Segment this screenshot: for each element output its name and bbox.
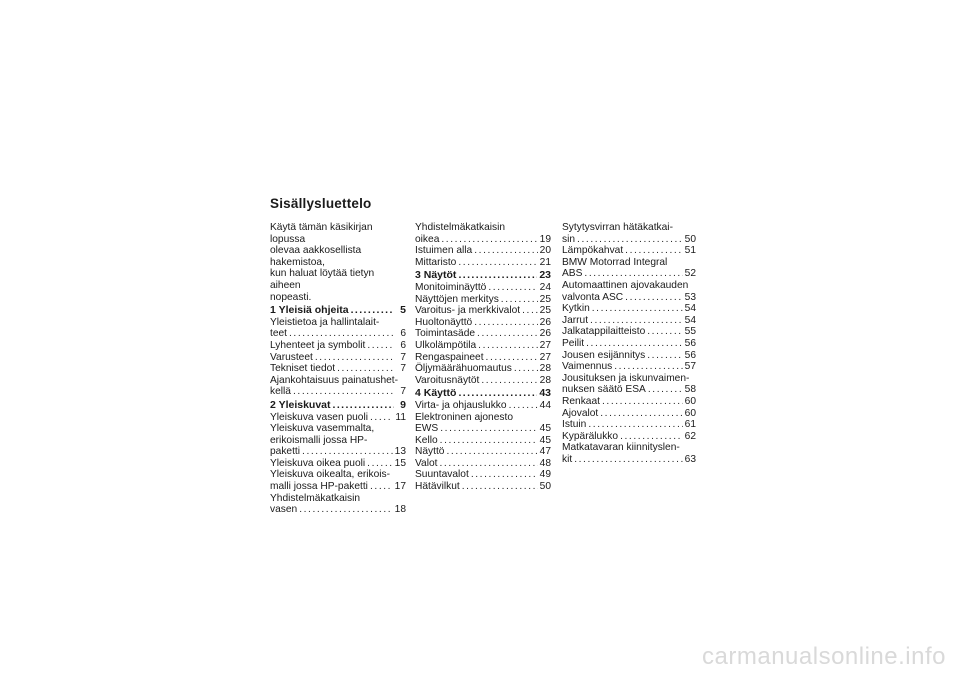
page-number: 54 <box>684 303 696 315</box>
dot-leader <box>600 408 682 420</box>
dot-leader <box>602 396 683 408</box>
dot-leader <box>522 305 538 317</box>
toc-entry-text: Vaimennus <box>562 361 613 373</box>
intro-paragraph <box>270 222 406 303</box>
toc-chapter-heading <box>270 400 406 412</box>
toc-entry-text: Hätävilkut <box>415 481 460 493</box>
toc-entry-line <box>562 431 696 443</box>
dot-leader <box>351 305 394 317</box>
toc-entry-line <box>270 317 406 329</box>
toc-entry-text: Varusteet <box>270 351 313 363</box>
toc-entry-line <box>415 270 551 282</box>
intro-line: kun haluat löytää tietyn aiheen <box>270 268 375 291</box>
page-number: 51 <box>684 245 696 257</box>
toc-entry <box>562 222 696 245</box>
toc-entries <box>562 222 696 465</box>
dot-leader <box>647 326 682 338</box>
toc-entry-text: Elektroninen ajonesto <box>415 411 513 423</box>
toc-entry <box>562 408 696 420</box>
toc-entry-line <box>415 245 551 257</box>
toc-entry-text: ABS <box>562 268 583 280</box>
toc-entry <box>562 245 696 257</box>
dot-leader <box>315 352 394 364</box>
toc-entry <box>415 375 551 387</box>
toc-column-3 <box>562 222 696 465</box>
toc-entry-text: Yleiskuva vasen puoli <box>270 411 368 423</box>
toc-entry-line <box>415 282 551 294</box>
toc-entry-text: valvonta ASC <box>562 291 624 303</box>
toc-entry-text: Näyttö <box>415 446 445 458</box>
page-number: 6 <box>400 339 406 351</box>
page-number: 62 <box>684 430 696 442</box>
toc-entry <box>562 303 696 315</box>
page-number: 45 <box>539 423 551 435</box>
toc-entry-text: Renkaat <box>562 395 600 407</box>
dot-leader <box>590 315 683 327</box>
toc-entry-text: Yleiskuva oikealta, erikois- <box>270 469 391 481</box>
toc-entry-text: Yhdistelmäkatkaisin <box>415 222 506 233</box>
page-number: 48 <box>539 457 551 469</box>
toc-entry <box>415 446 551 458</box>
toc-entry <box>415 400 551 412</box>
toc-entry-line <box>562 280 696 292</box>
watermark: carmanualsonline.info <box>702 643 946 670</box>
toc-entry-line <box>562 234 696 246</box>
toc-entry-text: vasen <box>270 504 298 516</box>
toc-entry-text: 3 Näytöt <box>415 269 457 282</box>
toc-entry-text: Kytkin <box>562 303 590 315</box>
toc-entry <box>415 294 551 306</box>
dot-leader <box>333 400 394 412</box>
toc-entry <box>415 458 551 470</box>
toc-entry-line <box>562 292 696 304</box>
toc-entry-line <box>270 305 406 317</box>
page-number: 27 <box>539 351 551 363</box>
dot-leader <box>481 375 537 387</box>
toc-entry-line <box>270 469 406 481</box>
intro-line: nopeasti. <box>270 291 312 303</box>
toc-entry-text: Tekniset tiedot <box>270 363 336 375</box>
toc-entry <box>270 363 406 375</box>
toc-entry-text: Yleiskuva vasemmalta, <box>270 423 375 435</box>
toc-entry <box>562 257 696 280</box>
toc-entry-text: Kypärälukko <box>562 430 619 442</box>
dot-leader <box>488 282 537 294</box>
page-number: 28 <box>539 363 551 375</box>
toc-entry-text: Ulkolämpötila <box>415 339 477 351</box>
toc-entry-text: oikea <box>415 233 440 245</box>
toc-entry-line <box>562 408 696 420</box>
toc-entry-text: Lyhenteet ja symbolit <box>270 339 366 351</box>
page-number: 19 <box>539 233 551 245</box>
dot-leader <box>486 352 538 364</box>
toc-entry-line <box>562 303 696 315</box>
toc-entry-line <box>270 412 406 424</box>
page-title: Sisällysluettelo <box>270 196 372 211</box>
page-number: 21 <box>539 256 551 268</box>
toc-entry-line <box>415 423 551 435</box>
page-number: 49 <box>539 469 551 481</box>
intro-line: olevaa aakkosellista hakemistoa, <box>270 245 362 268</box>
toc-entry-line <box>270 504 406 516</box>
page-number: 25 <box>539 293 551 305</box>
toc-entry-text: malli jossa HP-paketti <box>270 481 368 493</box>
toc-entry-line <box>270 435 406 447</box>
page-number: 57 <box>684 361 696 373</box>
toc-entry-text: sin <box>562 233 576 245</box>
page-number: 11 <box>395 411 406 423</box>
toc-entry <box>415 340 551 352</box>
toc-entry <box>270 423 406 458</box>
toc-entry-text: Matkatavaran kiinnityslen- <box>562 442 680 454</box>
dot-leader <box>439 458 537 470</box>
toc-entry-text: Mittaristo <box>415 256 457 268</box>
toc-entry-line <box>562 454 696 466</box>
toc-entry-text: Toimintasäde <box>415 328 476 340</box>
toc-entry <box>270 469 406 492</box>
toc-column-2 <box>415 222 551 493</box>
page-number: 54 <box>684 314 696 326</box>
dot-leader <box>625 292 682 304</box>
toc-entry-line <box>270 493 406 505</box>
toc-entry-text: Monitoiminäyttö <box>415 281 487 293</box>
page-number: 43 <box>539 387 551 400</box>
dot-leader <box>458 257 537 269</box>
page-number: 63 <box>684 453 696 465</box>
page-number: 7 <box>400 351 406 363</box>
toc-entry-text: Varoitus- ja merkkivalot <box>415 305 521 317</box>
toc-entry-line <box>415 234 551 246</box>
page-number: 7 <box>400 386 406 398</box>
dot-leader <box>647 350 682 362</box>
page-number: 56 <box>684 349 696 361</box>
toc-entry-line <box>415 363 551 375</box>
dot-leader <box>501 294 538 306</box>
toc-entry-text: Näyttöjen merkitys <box>415 293 499 305</box>
toc-entry-text: teet <box>270 328 287 340</box>
dot-leader <box>474 245 537 257</box>
toc-entry <box>415 317 551 329</box>
toc-entry-line <box>270 458 406 470</box>
toc-entry-line <box>562 222 696 234</box>
toc-entry-text: BMW Motorrad Integral <box>562 256 668 268</box>
dot-leader <box>302 446 393 458</box>
toc-entry-line <box>415 305 551 317</box>
page-number: 23 <box>539 269 551 282</box>
toc-entry-text: Lämpökahvat <box>562 245 624 257</box>
dot-leader <box>592 303 683 315</box>
toc-column-1 <box>270 222 406 516</box>
toc-entry-text: Peilit <box>562 337 585 349</box>
toc-entry-text: Ajankohtaisuus painatushet- <box>270 374 398 386</box>
toc-entry-line <box>415 257 551 269</box>
toc-entry <box>562 315 696 327</box>
page-number: 60 <box>684 407 696 419</box>
dot-leader <box>514 363 538 375</box>
page-number: 18 <box>394 504 406 516</box>
dot-leader <box>462 481 538 493</box>
toc-entry-line <box>562 338 696 350</box>
page-number: 5 <box>400 304 406 317</box>
toc-entry <box>415 328 551 340</box>
toc-entry-line <box>415 222 551 234</box>
toc-entry <box>415 305 551 317</box>
toc-entry-line <box>415 458 551 470</box>
toc-chapter-heading <box>270 305 406 317</box>
page-number: 26 <box>539 328 551 340</box>
toc-entry-line <box>562 350 696 362</box>
toc-entry-line <box>270 352 406 364</box>
toc-entry <box>415 412 551 435</box>
toc-entry <box>270 352 406 364</box>
toc-entry-text: Huoltonäyttö <box>415 316 473 328</box>
dot-leader <box>477 328 538 340</box>
toc-entry-text: Valot <box>415 457 438 469</box>
toc-entry <box>562 419 696 431</box>
toc-entry-line <box>562 245 696 257</box>
toc-entry-text: Rengaspaineet <box>415 351 484 363</box>
toc-entry-line <box>562 326 696 338</box>
dot-leader <box>620 431 683 443</box>
toc-entry <box>270 375 406 398</box>
toc-entry-line <box>562 257 696 269</box>
toc-entry-line <box>415 435 551 447</box>
toc-entry-text: Automaattinen ajovakauden <box>562 279 689 291</box>
toc-entry-line <box>415 294 551 306</box>
page-number: 27 <box>539 339 551 351</box>
toc-entry-text: Ajovalot <box>562 407 599 419</box>
dot-leader <box>577 234 683 246</box>
dot-leader <box>588 419 682 431</box>
dot-leader <box>509 400 538 412</box>
dot-leader <box>478 340 538 352</box>
toc-entry <box>415 245 551 257</box>
page-number: 52 <box>684 268 696 280</box>
toc-entry-line <box>562 384 696 396</box>
dot-leader <box>299 504 392 516</box>
toc-entry <box>562 280 696 303</box>
toc-entry <box>562 361 696 373</box>
page-number: 50 <box>684 233 696 245</box>
toc-entry-text: Sytytysvirran hätäkatkai- <box>562 222 673 233</box>
dot-leader <box>614 361 682 373</box>
toc-entry-line <box>562 268 696 280</box>
toc-entry-line <box>415 446 551 458</box>
dot-leader <box>367 458 393 470</box>
toc-entry-line <box>415 481 551 493</box>
dot-leader <box>370 412 393 424</box>
toc-entry <box>415 352 551 364</box>
page-number: 44 <box>539 399 551 411</box>
page-number: 24 <box>539 281 551 293</box>
dot-leader <box>474 317 537 329</box>
page-number: 9 <box>400 398 406 411</box>
toc-entry <box>270 458 406 470</box>
toc-entry <box>562 431 696 443</box>
page-number: 20 <box>539 245 551 257</box>
page-number: 58 <box>684 384 696 396</box>
page-number: 7 <box>400 363 406 375</box>
toc-entry-line <box>562 396 696 408</box>
toc-entry-text: kit <box>562 453 573 465</box>
toc-entry <box>415 282 551 294</box>
toc-entry-line <box>270 375 406 387</box>
toc-entry <box>562 350 696 362</box>
toc-entry-text: Yleistietoa ja hallintalait- <box>270 316 380 328</box>
toc-entry <box>415 435 551 447</box>
toc-entry-text: Öljymäärähuomautus <box>415 363 512 375</box>
toc-chapter-heading <box>415 270 551 282</box>
toc-entry-line <box>562 442 696 454</box>
toc-entry <box>415 469 551 481</box>
dot-leader <box>574 454 682 466</box>
toc-entry-text: Jousituksen ja iskunvaimen- <box>562 372 690 384</box>
dot-leader <box>293 386 394 398</box>
dot-leader <box>586 338 683 350</box>
dot-leader <box>441 234 537 246</box>
dot-leader <box>440 423 537 435</box>
page-number: 25 <box>539 305 551 317</box>
toc-entry-line <box>415 340 551 352</box>
dot-leader <box>367 340 394 352</box>
toc-entry-line <box>415 317 551 329</box>
dot-leader <box>471 469 538 481</box>
toc-entry <box>270 340 406 352</box>
toc-entry-line <box>415 412 551 424</box>
toc-entry-line <box>270 400 406 412</box>
dot-leader <box>584 268 682 280</box>
toc-entry-line <box>415 400 551 412</box>
toc-entry-line <box>415 328 551 340</box>
toc-entry-text: Istuin <box>562 419 587 431</box>
toc-entry-line <box>270 423 406 435</box>
toc-entry <box>270 412 406 424</box>
toc-entry <box>270 493 406 516</box>
toc-entry-line <box>562 373 696 385</box>
toc-entry-text: Jalkatappilaitteisto <box>562 326 646 338</box>
toc-entry-line <box>415 352 551 364</box>
page-number: 15 <box>394 457 406 469</box>
toc-entries <box>415 222 551 493</box>
page-number: 60 <box>684 395 696 407</box>
toc-entry-text: 4 Käyttö <box>415 387 457 400</box>
toc-entry-line <box>270 386 406 398</box>
page-number: 56 <box>684 337 696 349</box>
page-number: 45 <box>539 434 551 446</box>
toc-entry-line <box>270 328 406 340</box>
toc-entry-text: paketti <box>270 446 301 458</box>
toc-entry <box>562 326 696 338</box>
dot-leader <box>625 245 682 257</box>
dot-leader <box>370 481 393 493</box>
toc-entry-line <box>415 375 551 387</box>
toc-entry-text: Yhdistelmäkatkaisin <box>270 492 361 504</box>
dot-leader <box>446 446 537 458</box>
toc-entry <box>415 222 551 245</box>
toc-entry-line <box>562 361 696 373</box>
page-number: 6 <box>400 328 406 340</box>
toc-entry-text: kellä <box>270 386 291 398</box>
toc-entry-line <box>415 388 551 400</box>
toc-chapter-heading <box>415 388 551 400</box>
toc-entry-line <box>415 469 551 481</box>
toc-entry-text: Jousen esijännitys <box>562 349 646 361</box>
page-number: 55 <box>684 326 696 338</box>
toc-entry-text: Kello <box>415 434 438 446</box>
toc-entry <box>562 338 696 350</box>
toc-entry <box>415 363 551 375</box>
toc-entry-line <box>270 363 406 375</box>
toc-entry-line <box>562 315 696 327</box>
intro-line: Käytä tämän käsikirjan lopussa <box>270 222 373 245</box>
toc-entries <box>270 305 406 516</box>
toc-entry-text: nuksen säätö ESA <box>562 384 646 396</box>
page-number: 26 <box>539 316 551 328</box>
toc-entry-text: erikoismalli jossa HP- <box>270 434 368 446</box>
dot-leader <box>337 363 394 375</box>
page-number: 13 <box>394 446 406 458</box>
toc-entry-text: Virta- ja ohjauslukko <box>415 399 507 411</box>
page-number: 47 <box>539 446 551 458</box>
toc-entry-text: 1 Yleisiä ohjeita <box>270 304 349 317</box>
toc-entry <box>270 317 406 340</box>
dot-leader <box>458 388 537 400</box>
toc-entry-text: Suuntavalot <box>415 469 469 481</box>
page-number: 61 <box>684 419 696 431</box>
toc-entry <box>562 396 696 408</box>
toc-entry-line <box>562 419 696 431</box>
page-number: 17 <box>394 481 406 493</box>
toc-entry <box>562 442 696 465</box>
dot-leader <box>440 435 538 447</box>
page-number: 53 <box>684 291 696 303</box>
toc-entry-line <box>270 481 406 493</box>
toc-entry-text: Varoitusnäytöt <box>415 374 480 386</box>
dot-leader <box>458 270 537 282</box>
toc-entry-line <box>270 340 406 352</box>
page-number: 28 <box>539 374 551 386</box>
toc-entry <box>562 373 696 396</box>
toc-entry-text: Yleiskuva oikea puoli <box>270 457 366 469</box>
toc-entry-text: Jarrut <box>562 314 589 326</box>
toc-entry <box>415 481 551 493</box>
toc-entry-text: 2 Yleiskuvat <box>270 398 331 411</box>
dot-leader <box>648 384 683 396</box>
toc-entry-line <box>270 446 406 458</box>
dot-leader <box>289 328 394 340</box>
page-number: 50 <box>539 481 551 493</box>
toc-entry <box>415 257 551 269</box>
toc-entry-text: EWS <box>415 423 439 435</box>
toc-entry-text: Istuimen alla <box>415 245 473 257</box>
